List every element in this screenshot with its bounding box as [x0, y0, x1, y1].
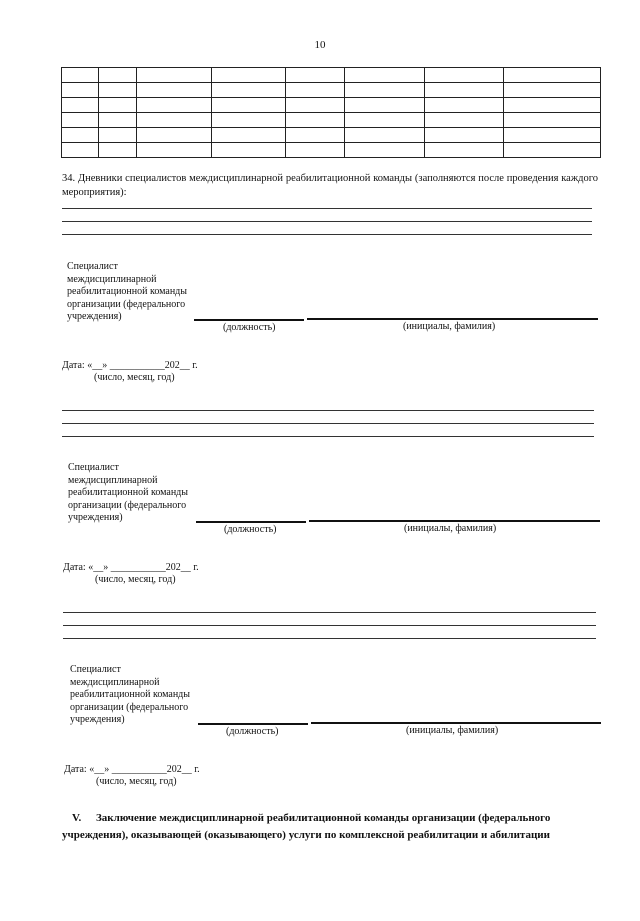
date-line: Дата: «__» ___________202__ г.: [62, 360, 198, 371]
specialist-label: Специалист междисциплинарной реабилитационной команды организации (федерального учреждения): [68, 462, 188, 524]
table-row: [62, 113, 601, 128]
table-cell: [286, 98, 345, 113]
table-cell: [62, 143, 99, 158]
specialist-label: Специалист междисциплинарной реабилитационной команды организации (федерального учреждения): [67, 261, 187, 323]
table-cell: [504, 113, 601, 128]
table-cell: [212, 68, 286, 83]
table-row: [62, 143, 601, 158]
table-cell: [212, 143, 286, 158]
table-cell: [425, 113, 504, 128]
table-cell: [504, 128, 601, 143]
table-cell: [137, 98, 212, 113]
entry-line: [62, 208, 592, 209]
table-row: [62, 128, 601, 143]
table-cell: [425, 128, 504, 143]
initials-caption: (инициалы, фамилия): [403, 321, 496, 332]
position-line: [194, 319, 304, 321]
table-cell: [425, 68, 504, 83]
table-cell: [286, 113, 345, 128]
table-cell: [286, 68, 345, 83]
table-cell: [99, 83, 137, 98]
entry-line: [62, 234, 592, 235]
initials-line: [307, 318, 598, 320]
table-cell: [425, 83, 504, 98]
initials-caption: (инициалы, фамилия): [406, 725, 499, 736]
entry-line: [63, 625, 596, 626]
table-cell: [62, 98, 99, 113]
table-cell: [345, 143, 425, 158]
table-cell: [212, 98, 286, 113]
table-cell: [62, 83, 99, 98]
table-cell: [99, 128, 137, 143]
position-line: [198, 723, 308, 725]
initials-line: [309, 520, 600, 522]
table-cell: [137, 143, 212, 158]
entry-line: [62, 436, 594, 437]
table-cell: [62, 68, 99, 83]
table-row: [62, 98, 601, 113]
section-title: Заключение междисциплинарной реабилитационной команды организации (федерального учреждения), оказывающей (оказывающего) услуги по комплексной реабилитации и абилитации: [62, 812, 551, 841]
table-cell: [345, 98, 425, 113]
initials-line: [311, 722, 601, 724]
page-number: 10: [314, 39, 326, 51]
date-caption: (число, месяц, год): [96, 776, 177, 787]
table-cell: [137, 83, 212, 98]
section-number: V.: [72, 812, 82, 824]
position-caption: (должность): [223, 322, 276, 333]
table-cell: [212, 128, 286, 143]
entry-line: [62, 410, 594, 411]
table-cell: [62, 128, 99, 143]
initials-caption: (инициалы, фамилия): [404, 523, 497, 534]
section-5-heading: [62, 810, 600, 844]
blank-table: [61, 67, 601, 158]
table-cell: [504, 83, 601, 98]
table-row: [62, 68, 601, 83]
item-34-text: 34. Дневники специалистов междисциплинарной реабилитационной команды (заполняются после проведения каждого мероприятия):: [62, 173, 598, 198]
table-cell: [425, 98, 504, 113]
table-cell: [345, 83, 425, 98]
table-cell: [212, 83, 286, 98]
specialist-label: Специалист междисциплинарной реабилитационной команды организации (федерального учреждения): [70, 664, 190, 726]
position-caption: (должность): [224, 524, 277, 535]
table-cell: [286, 128, 345, 143]
table-cell: [99, 113, 137, 128]
date-caption: (число, месяц, год): [95, 574, 176, 585]
table-cell: [504, 98, 601, 113]
position-line: [196, 521, 306, 523]
table-cell: [137, 128, 212, 143]
table-row: [62, 83, 601, 98]
table-cell: [137, 68, 212, 83]
table-cell: [345, 113, 425, 128]
table-cell: [62, 113, 99, 128]
table-cell: [99, 98, 137, 113]
position-caption: (должность): [226, 726, 279, 737]
entry-line: [63, 612, 596, 613]
table-cell: [504, 68, 601, 83]
entry-line: [62, 221, 592, 222]
table-cell: [212, 113, 286, 128]
table-cell: [99, 143, 137, 158]
date-line: Дата: «__» ___________202__ г.: [64, 764, 200, 775]
entry-line: [62, 423, 594, 424]
table-cell: [345, 68, 425, 83]
table-cell: [345, 128, 425, 143]
table-cell: [425, 143, 504, 158]
date-line: Дата: «__» ___________202__ г.: [63, 562, 199, 573]
date-caption: (число, месяц, год): [94, 372, 175, 383]
table-cell: [286, 143, 345, 158]
entry-line: [63, 638, 596, 639]
table-cell: [137, 113, 212, 128]
table-cell: [99, 68, 137, 83]
table-cell: [286, 83, 345, 98]
table-cell: [504, 143, 601, 158]
